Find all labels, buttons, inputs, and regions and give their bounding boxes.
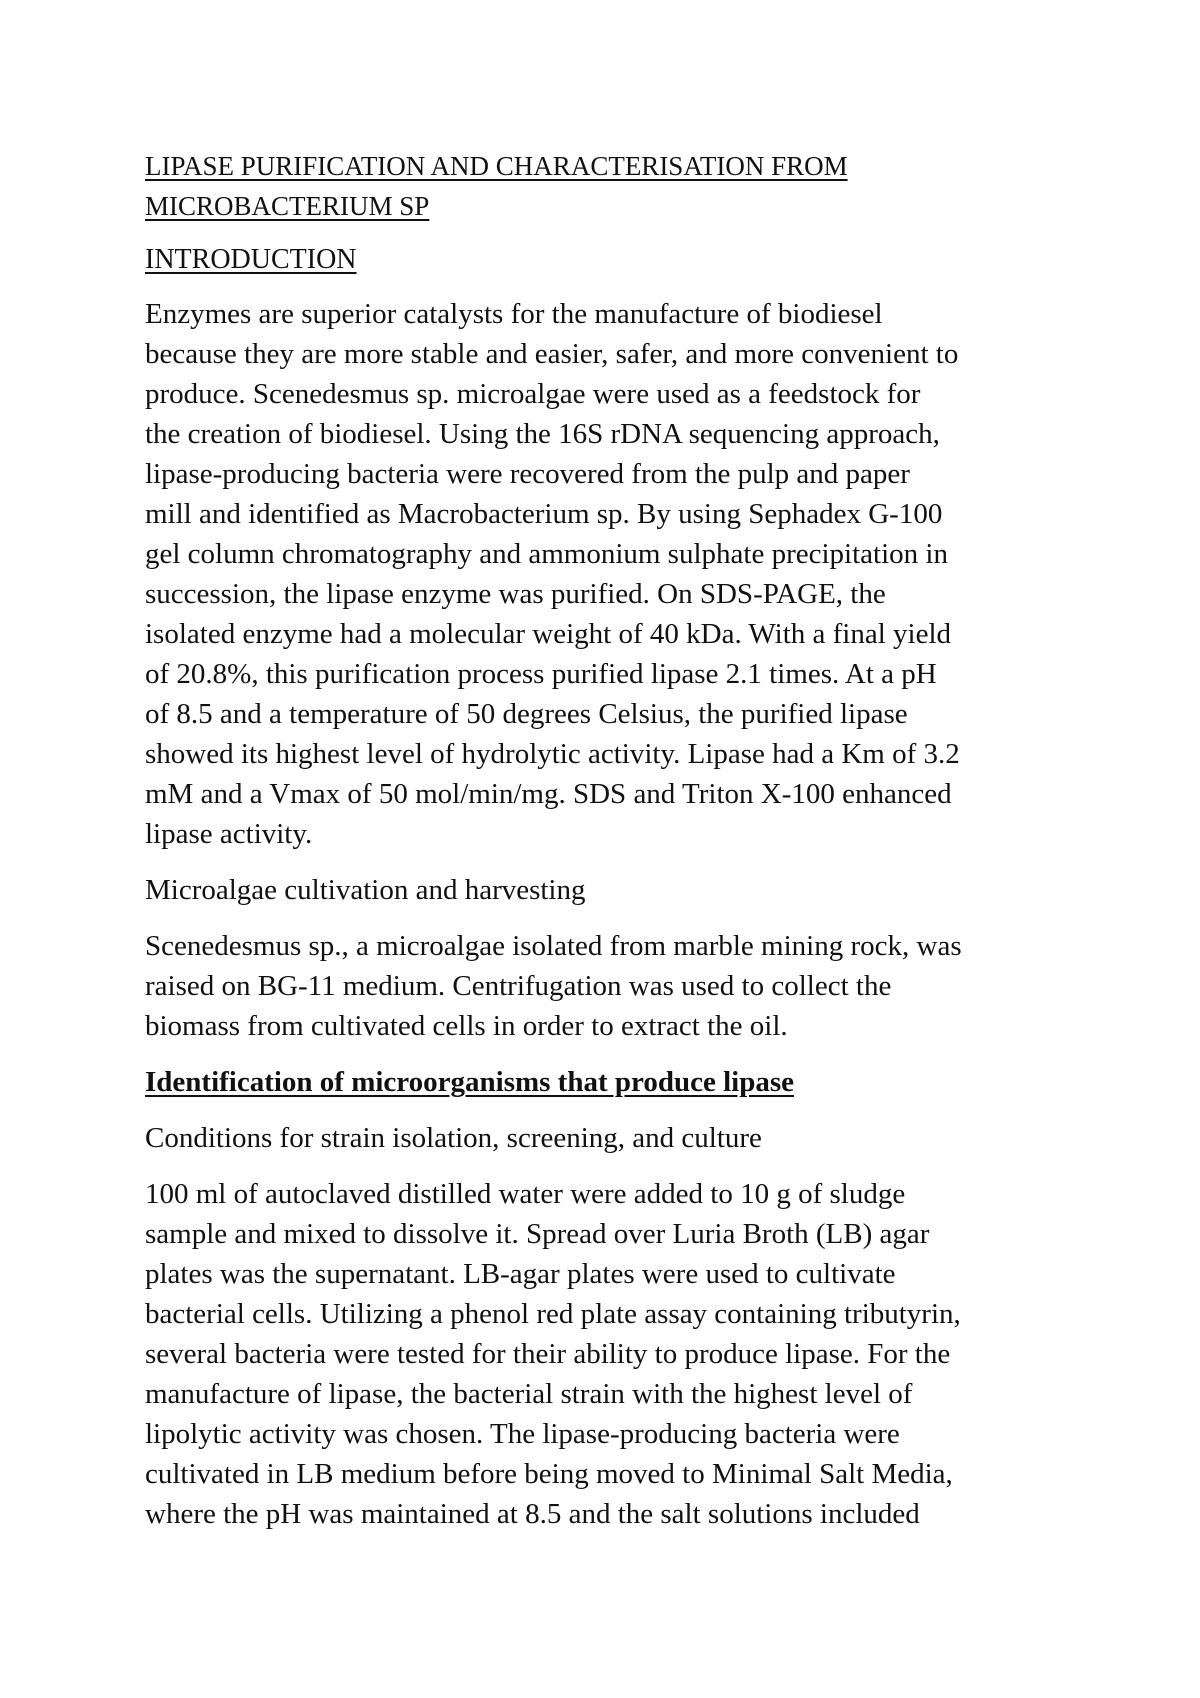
introduction-heading: INTRODUCTION bbox=[145, 244, 357, 275]
paragraph-line: mM and a Vmax of 50 mol/min/mg. SDS and Triton X-100 enhanced bbox=[145, 778, 952, 810]
paragraph-line: because they are more stable and easier, safer, and more convenient to bbox=[145, 338, 959, 370]
spacer bbox=[145, 1158, 1065, 1174]
paragraph-line: of 20.8%, this purification process purified lipase 2.1 times. At a pH bbox=[145, 658, 937, 690]
cultivation-paragraph bbox=[145, 926, 1065, 1046]
paragraph-line: showed its highest level of hydrolytic activity. Lipase had a Km of 3.2 bbox=[145, 738, 960, 770]
paragraph-line: of 8.5 and a temperature of 50 degrees Celsius, the purified lipase bbox=[145, 698, 908, 730]
paragraph-line: produce. Scenedesmus sp. microalgae were used as a feedstock for bbox=[145, 378, 921, 410]
paragraph-line: biomass from cultivated cells in order to extract the oil. bbox=[145, 1010, 788, 1042]
document-body bbox=[145, 146, 1065, 1534]
spacer bbox=[145, 1046, 1065, 1062]
paragraph-line: lipolytic activity was chosen. The lipase-producing bacteria were bbox=[145, 1418, 900, 1450]
spacer bbox=[145, 854, 1065, 870]
paragraph-line: Enzymes are superior catalysts for the manufacture of biodiesel bbox=[145, 298, 883, 330]
paragraph-line: 100 ml of autoclaved distilled water were added to 10 g of sludge bbox=[145, 1178, 906, 1210]
paragraph-line: manufacture of lipase, the bacterial strain with the highest level of bbox=[145, 1378, 913, 1410]
paragraph-line: raised on BG-11 medium. Centrifugation was used to collect the bbox=[145, 970, 892, 1002]
document-title-line-1: LIPASE PURIFICATION AND CHARACTERISATION FROM bbox=[145, 151, 848, 181]
paragraph-line: Scenedesmus sp., a microalgae isolated from marble mining rock, was bbox=[145, 930, 962, 962]
paragraph-line: where the pH was maintained at 8.5 and the salt solutions included bbox=[145, 1498, 920, 1530]
conditions-paragraph bbox=[145, 1174, 1065, 1534]
paragraph-line: lipase activity. bbox=[145, 818, 313, 850]
paragraph-line: several bacteria were tested for their ability to produce lipase. For the bbox=[145, 1338, 951, 1370]
paragraph-line: sample and mixed to dissolve it. Spread over Luria Broth (LB) agar bbox=[145, 1218, 930, 1250]
paragraph-line: succession, the lipase enzyme was purified. On SDS-PAGE, the bbox=[145, 578, 886, 610]
spacer bbox=[145, 280, 1065, 294]
paragraph-line: cultivated in LB medium before being moved to Minimal Salt Media, bbox=[145, 1458, 953, 1490]
spacer bbox=[145, 226, 1065, 240]
paragraph-line: gel column chromatography and ammonium sulphate precipitation in bbox=[145, 538, 948, 570]
identification-heading: Identification of microorganisms that produce lipase bbox=[145, 1066, 795, 1098]
paragraph-line: bacterial cells. Utilizing a phenol red plate assay containing tributyrin, bbox=[145, 1298, 961, 1330]
paragraph-line: plates was the supernatant. LB-agar plates were used to cultivate bbox=[145, 1258, 896, 1290]
document-title-line-2: MICROBACTERIUM SP bbox=[145, 191, 430, 221]
paragraph-line: the creation of biodiesel. Using the 16S rDNA sequencing approach, bbox=[145, 418, 940, 450]
cultivation-heading: Microalgae cultivation and harvesting bbox=[145, 874, 586, 906]
introduction-paragraph bbox=[145, 294, 1065, 854]
spacer bbox=[145, 1102, 1065, 1118]
paragraph-line: isolated enzyme had a molecular weight of 40 kDa. With a final yield bbox=[145, 618, 952, 650]
paragraph-line: mill and identified as Macrobacterium sp. By using Sephadex G-100 bbox=[145, 498, 943, 530]
conditions-heading: Conditions for strain isolation, screening, and culture bbox=[145, 1122, 762, 1154]
paragraph-line: lipase-producing bacteria were recovered from the pulp and paper bbox=[145, 458, 910, 490]
spacer bbox=[145, 910, 1065, 926]
